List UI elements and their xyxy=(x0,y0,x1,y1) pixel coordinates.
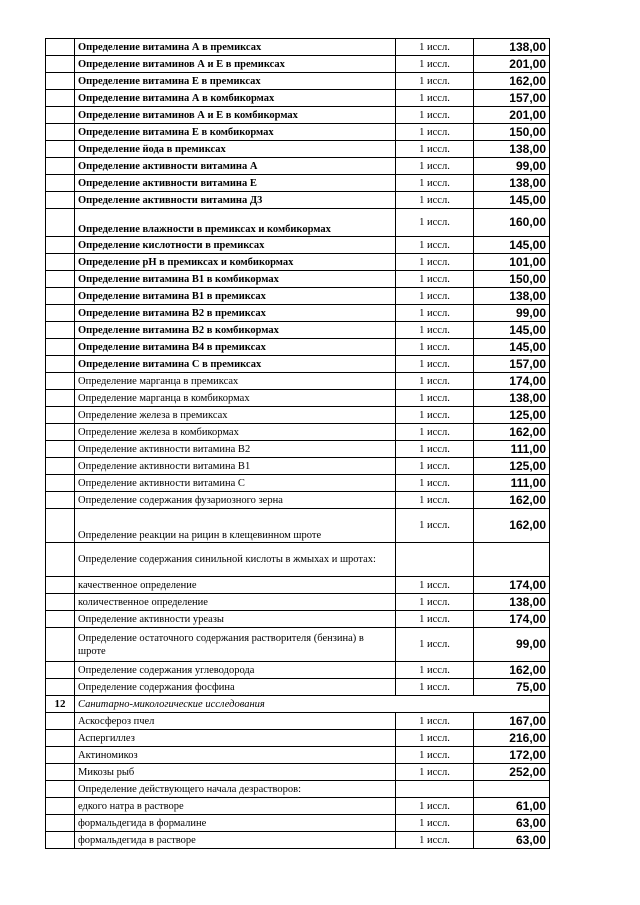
service-name: Определение реакции на рицин в клещевинном шроте xyxy=(75,509,396,543)
row-number-cell xyxy=(46,107,75,124)
service-name: Определение витамина В2 в комбикормах xyxy=(75,322,396,339)
row-number-cell xyxy=(46,679,75,696)
row-number-cell xyxy=(46,56,75,73)
service-name: Определение витамина А в комбикормах xyxy=(75,90,396,107)
price-cell: 138,00 xyxy=(474,288,550,305)
service-name: Определение витаминов А и Е в премиксах xyxy=(75,56,396,73)
table-row xyxy=(46,356,550,373)
service-name: количественное определение xyxy=(75,594,396,611)
row-number-cell xyxy=(46,356,75,373)
price-cell: 174,00 xyxy=(474,611,550,628)
table-row xyxy=(46,192,550,209)
unit-cell: 1 иссл. xyxy=(396,509,474,543)
service-name: Определение содержания углеводорода xyxy=(75,662,396,679)
unit-cell: 1 иссл. xyxy=(396,594,474,611)
row-number-cell xyxy=(46,747,75,764)
table-row xyxy=(46,158,550,175)
service-name: Определение витамина В1 в премиксах xyxy=(75,288,396,305)
service-name: формальдегида в растворе xyxy=(75,832,396,849)
row-number-cell xyxy=(46,305,75,322)
service-name: Определение активности витамина Д3 xyxy=(75,192,396,209)
table-row xyxy=(46,509,550,543)
unit-cell: 1 иссл. xyxy=(396,209,474,237)
table-row xyxy=(46,628,550,662)
price-cell: 162,00 xyxy=(474,662,550,679)
row-number-cell xyxy=(46,798,75,815)
price-cell: 111,00 xyxy=(474,475,550,492)
price-cell: 75,00 xyxy=(474,679,550,696)
price-cell: 101,00 xyxy=(474,254,550,271)
price-cell: 138,00 xyxy=(474,594,550,611)
price-cell: 63,00 xyxy=(474,832,550,849)
unit-cell: 1 иссл. xyxy=(396,798,474,815)
price-cell: 63,00 xyxy=(474,815,550,832)
row-number-cell xyxy=(46,339,75,356)
row-number-cell xyxy=(46,594,75,611)
table-row xyxy=(46,441,550,458)
table-row xyxy=(46,577,550,594)
table-row xyxy=(46,730,550,747)
service-name: Определение витамина В1 в комбикормах xyxy=(75,271,396,288)
table-row xyxy=(46,815,550,832)
row-number-cell xyxy=(46,611,75,628)
service-name: Определение витамина В2 в премиксах xyxy=(75,305,396,322)
service-name: Определение витамина Е в премиксах xyxy=(75,73,396,90)
table-row xyxy=(46,713,550,730)
unit-cell: 1 иссл. xyxy=(396,56,474,73)
unit-cell: 1 иссл. xyxy=(396,492,474,509)
service-name: Определение активности витамина В1 xyxy=(75,458,396,475)
table-row xyxy=(46,832,550,849)
unit-cell: 1 иссл. xyxy=(396,577,474,594)
price-cell: 145,00 xyxy=(474,237,550,254)
unit-cell: 1 иссл. xyxy=(396,747,474,764)
unit-cell: 1 иссл. xyxy=(396,192,474,209)
table-row xyxy=(46,373,550,390)
row-number-cell xyxy=(46,209,75,237)
price-cell: 201,00 xyxy=(474,56,550,73)
row-number-cell xyxy=(46,492,75,509)
unit-cell: 1 иссл. xyxy=(396,271,474,288)
service-name: Актиномикоз xyxy=(75,747,396,764)
unit-cell: 1 иссл. xyxy=(396,679,474,696)
unit-cell: 1 иссл. xyxy=(396,322,474,339)
service-name: Определение активности уреазы xyxy=(75,611,396,628)
row-number-cell xyxy=(46,815,75,832)
price-cell: 138,00 xyxy=(474,390,550,407)
price-cell: 61,00 xyxy=(474,798,550,815)
price-cell: 174,00 xyxy=(474,577,550,594)
table-row xyxy=(46,73,550,90)
unit-cell: 1 иссл. xyxy=(396,441,474,458)
row-number-cell xyxy=(46,192,75,209)
price-cell: 145,00 xyxy=(474,339,550,356)
row-number-cell xyxy=(46,730,75,747)
row-number-cell xyxy=(46,158,75,175)
unit-cell: 1 иссл. xyxy=(396,458,474,475)
unit-cell: 1 иссл. xyxy=(396,356,474,373)
service-name: Определение марганца в комбикормах xyxy=(75,390,396,407)
price-cell: 216,00 xyxy=(474,730,550,747)
row-number-cell xyxy=(46,424,75,441)
service-name: Определение кислотности в премиксах xyxy=(75,237,396,254)
row-number-cell xyxy=(46,713,75,730)
table-row xyxy=(46,781,550,798)
service-name: Определение содержания фузариозного зерна xyxy=(75,492,396,509)
section-header-row xyxy=(46,696,550,713)
service-name: Аскосфероз пчел xyxy=(75,713,396,730)
unit-cell: 1 иссл. xyxy=(396,662,474,679)
service-name: Определение активности витамина В2 xyxy=(75,441,396,458)
price-cell: 99,00 xyxy=(474,158,550,175)
row-number-cell xyxy=(46,373,75,390)
unit-cell: 1 иссл. xyxy=(396,339,474,356)
table-row xyxy=(46,288,550,305)
table-row xyxy=(46,209,550,237)
price-cell xyxy=(474,781,550,798)
row-number-cell xyxy=(46,90,75,107)
row-number-cell xyxy=(46,781,75,798)
table-row xyxy=(46,611,550,628)
unit-cell: 1 иссл. xyxy=(396,815,474,832)
table-row xyxy=(46,322,550,339)
row-number-cell xyxy=(46,509,75,543)
unit-cell: 1 иссл. xyxy=(396,475,474,492)
row-number-cell xyxy=(46,237,75,254)
unit-cell: 1 иссл. xyxy=(396,141,474,158)
table-row xyxy=(46,124,550,141)
row-number-cell xyxy=(46,322,75,339)
unit-cell: 1 иссл. xyxy=(396,407,474,424)
table-row xyxy=(46,594,550,611)
service-name: едкого натра в растворе xyxy=(75,798,396,815)
table-row xyxy=(46,764,550,781)
price-cell: 125,00 xyxy=(474,407,550,424)
service-name: качественное определение xyxy=(75,577,396,594)
unit-cell: 1 иссл. xyxy=(396,730,474,747)
price-cell: 150,00 xyxy=(474,271,550,288)
table-row xyxy=(46,339,550,356)
table-row xyxy=(46,141,550,158)
price-cell: 99,00 xyxy=(474,628,550,662)
table-row xyxy=(46,543,550,577)
service-name: формальдегида в формалине xyxy=(75,815,396,832)
price-cell: 138,00 xyxy=(474,175,550,192)
unit-cell: 1 иссл. xyxy=(396,175,474,192)
unit-cell: 1 иссл. xyxy=(396,832,474,849)
unit-cell: 1 иссл. xyxy=(396,124,474,141)
unit-cell: 1 иссл. xyxy=(396,611,474,628)
unit-cell xyxy=(396,781,474,798)
price-cell: 111,00 xyxy=(474,441,550,458)
service-name: Микозы рыб xyxy=(75,764,396,781)
price-cell: 138,00 xyxy=(474,141,550,158)
price-cell: 157,00 xyxy=(474,90,550,107)
price-cell: 162,00 xyxy=(474,509,550,543)
table-row xyxy=(46,390,550,407)
unit-cell: 1 иссл. xyxy=(396,90,474,107)
row-number-cell xyxy=(46,577,75,594)
service-name: Определение витамина В4 в премиксах xyxy=(75,339,396,356)
row-number-cell xyxy=(46,39,75,56)
unit-cell: 1 иссл. xyxy=(396,390,474,407)
row-number-cell xyxy=(46,175,75,192)
table-row xyxy=(46,798,550,815)
service-name: Определение содержания синильной кислоты в жмыхах и шротах: xyxy=(75,543,396,577)
unit-cell: 1 иссл. xyxy=(396,628,474,662)
unit-cell: 1 иссл. xyxy=(396,373,474,390)
table-row xyxy=(46,662,550,679)
unit-cell: 1 иссл. xyxy=(396,237,474,254)
row-number-cell xyxy=(46,288,75,305)
table-row xyxy=(46,458,550,475)
row-number-cell xyxy=(46,628,75,662)
service-name: Определение йода в премиксах xyxy=(75,141,396,158)
service-name: Определение витамина А в премиксах xyxy=(75,39,396,56)
unit-cell: 1 иссл. xyxy=(396,39,474,56)
service-name: Определение активности витамина А xyxy=(75,158,396,175)
unit-cell: 1 иссл. xyxy=(396,288,474,305)
unit-cell: 1 иссл. xyxy=(396,158,474,175)
table-row xyxy=(46,305,550,322)
table-row xyxy=(46,271,550,288)
price-cell: 172,00 xyxy=(474,747,550,764)
row-number-cell xyxy=(46,662,75,679)
section-number: 12 xyxy=(46,696,75,713)
row-number-cell xyxy=(46,271,75,288)
price-cell: 162,00 xyxy=(474,424,550,441)
price-cell: 162,00 xyxy=(474,73,550,90)
table-row xyxy=(46,56,550,73)
unit-cell: 1 иссл. xyxy=(396,107,474,124)
row-number-cell xyxy=(46,73,75,90)
row-number-cell xyxy=(46,832,75,849)
price-cell: 174,00 xyxy=(474,373,550,390)
unit-cell xyxy=(396,543,474,577)
row-number-cell xyxy=(46,254,75,271)
service-name: Определение активности витамина Е xyxy=(75,175,396,192)
row-number-cell xyxy=(46,407,75,424)
service-name: Определение железа в премиксах xyxy=(75,407,396,424)
unit-cell: 1 иссл. xyxy=(396,73,474,90)
price-cell: 138,00 xyxy=(474,39,550,56)
table-row xyxy=(46,679,550,696)
table-row xyxy=(46,747,550,764)
service-name: Определение железа в комбикормах xyxy=(75,424,396,441)
row-number-cell xyxy=(46,124,75,141)
price-cell: 145,00 xyxy=(474,192,550,209)
service-name: Определение витамина Е в комбикормах xyxy=(75,124,396,141)
service-name: Аспергиллез xyxy=(75,730,396,747)
price-cell: 125,00 xyxy=(474,458,550,475)
unit-cell: 1 иссл. xyxy=(396,424,474,441)
service-name: Определение остаточного содержания растворителя (бензина) в шроте xyxy=(75,628,396,662)
price-cell: 157,00 xyxy=(474,356,550,373)
row-number-cell xyxy=(46,475,75,492)
row-number-cell xyxy=(46,543,75,577)
price-cell: 99,00 xyxy=(474,305,550,322)
service-name: Определение влажности в премиксах и комбикормах xyxy=(75,209,396,237)
service-name: Определение витамина С в премиксах xyxy=(75,356,396,373)
price-cell: 160,00 xyxy=(474,209,550,237)
table-row xyxy=(46,39,550,56)
price-table-body xyxy=(46,39,550,849)
row-number-cell xyxy=(46,390,75,407)
table-row xyxy=(46,90,550,107)
service-name: Определение витаминов А и Е в комбикормах xyxy=(75,107,396,124)
table-row xyxy=(46,254,550,271)
row-number-cell xyxy=(46,141,75,158)
price-cell: 145,00 xyxy=(474,322,550,339)
section-title: Санитарно-микологические исследования xyxy=(75,696,550,713)
unit-cell: 1 иссл. xyxy=(396,764,474,781)
service-name: Определение действующего начала дезрастворов: xyxy=(75,781,396,798)
price-table xyxy=(45,38,550,849)
table-row xyxy=(46,475,550,492)
table-row xyxy=(46,237,550,254)
unit-cell: 1 иссл. xyxy=(396,713,474,730)
service-name: Определение содержания фосфина xyxy=(75,679,396,696)
service-name: Определение марганца в премиксах xyxy=(75,373,396,390)
price-cell: 150,00 xyxy=(474,124,550,141)
unit-cell: 1 иссл. xyxy=(396,305,474,322)
table-row xyxy=(46,424,550,441)
service-name: Определение pH в премиксах и комбикормах xyxy=(75,254,396,271)
price-cell: 162,00 xyxy=(474,492,550,509)
unit-cell: 1 иссл. xyxy=(396,254,474,271)
table-row xyxy=(46,492,550,509)
row-number-cell xyxy=(46,458,75,475)
price-cell xyxy=(474,543,550,577)
table-row xyxy=(46,107,550,124)
price-cell: 252,00 xyxy=(474,764,550,781)
price-cell: 167,00 xyxy=(474,713,550,730)
table-row xyxy=(46,407,550,424)
row-number-cell xyxy=(46,441,75,458)
row-number-cell xyxy=(46,764,75,781)
table-row xyxy=(46,175,550,192)
service-name: Определение активности витамина С xyxy=(75,475,396,492)
price-cell: 201,00 xyxy=(474,107,550,124)
